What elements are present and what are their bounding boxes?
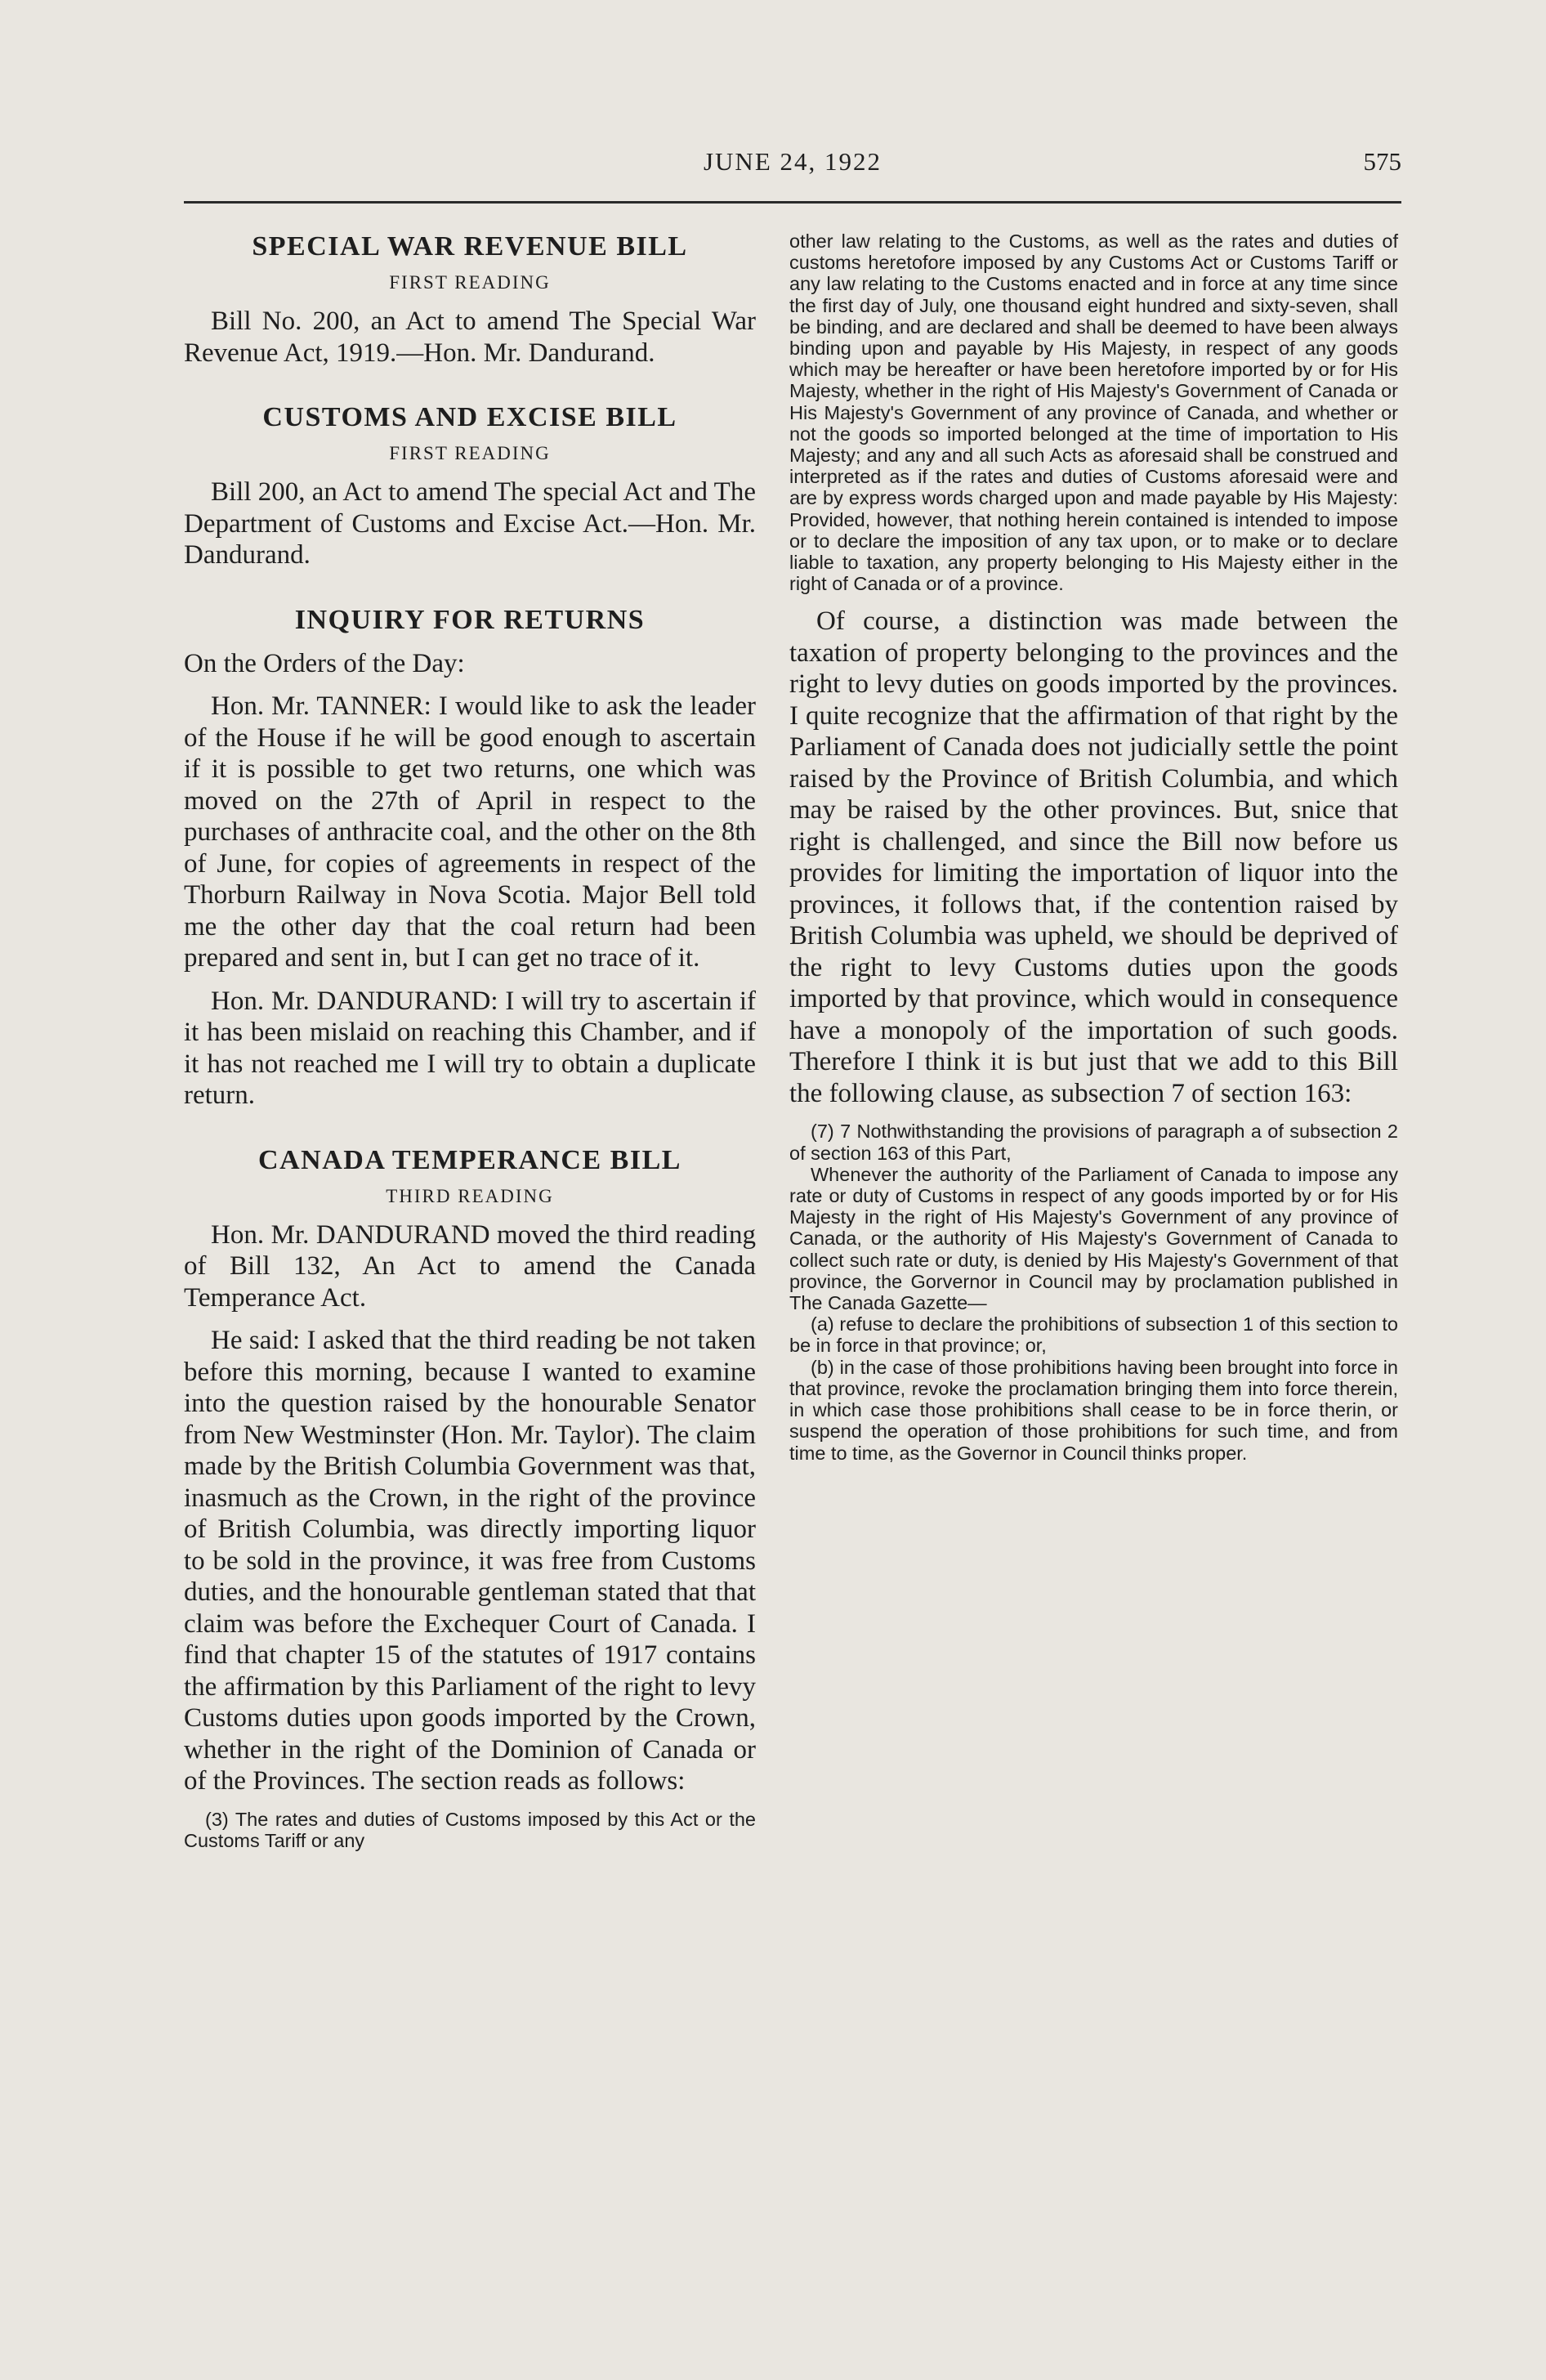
section-subheading: FIRST READING <box>389 272 551 293</box>
paragraph: Hon. Mr. DANDURAND moved the third reading of Bill 132, An Act to amend the Canada Temperance Act. <box>184 1219 756 1313</box>
paragraph: On the Orders of the Day: <box>184 648 465 678</box>
section-subheading: FIRST READING <box>389 443 551 463</box>
amendment-quote: (b) in the case of those prohibitions having been brought into force in that province, revoke the proclamation bringing them into force therein, in which case those prohibitions shall cease to be in force therin, or suspend the operation of those prohibitions for such time, and from time to time, as the Governor in Council thinks proper. <box>789 1356 1398 1464</box>
paragraph: He said: I asked that the third reading be not taken before this morning, because I wanted to examine into the question raised by the honourable Senator from New Westminster (Hon. Mr. Taylor). The claim made by the British Columbia Government was that, inasmuch as the Crown, in the right of the province of British Columbia, was directly importing liquor to be sold in the province, it was free from Customs duties, and the honourable gentleman stated that that claim was before the Exchequer Court of Canada. I find that chapter 15 of the statutes of 1917 contains the affirmation by this Parliament of the right to levy Customs duties upon goods imported by the Crown, whether in the right of the Dominion of Canada or of the Provinces. The section reads as follows: <box>184 1326 756 1796</box>
paragraph: Of course, a distinction was made between the taxation of property belonging to the provinces and the right to levy duties on goods imported by the provinces. I quite recognize that the affirmation of that right by the Parliament of Canada does not judicially settle the point raised by the Province of British Columbia, and which may be raised by the other provinces. But, snice that right is challenged, and since the Bill now before us provides for limiting the importation of liquor into the provinces, it follows that, if the contention raised by British Columbia was upheld, we should be deprived of the right to levy Customs duties upon the goods imported by that province, which would in consequence have a monopoly of the importation of such goods. Therefore I think it is but just that we add to this Bill the following clause, as subsection 7 of section 163: <box>789 606 1398 1108</box>
section-heading: INQUIRY FOR RETURNS <box>294 604 646 635</box>
paragraph: Bill No. 200, an Act to amend The Special War Revenue Act, 1919.—Hon. Mr. Dandurand. <box>184 306 756 368</box>
statute-quote: (3) The rates and duties of Customs imposed by this Act or the Customs Tariff or any <box>184 1808 756 1851</box>
amendment-quote: (a) refuse to declare the prohibitions of subsection 1 of this section to be in force in that province; or, <box>789 1313 1398 1357</box>
section-subheading: THIRD READING <box>386 1185 554 1206</box>
header-rule <box>184 201 1401 204</box>
left-column <box>184 230 756 1851</box>
paragraph: Hon. Mr. DANDURAND: I will try to ascertain if it has been mislaid on reaching this Chamber, and if it has not reached me I will try to obtain a duplicate return. <box>184 986 756 1110</box>
section-heading: CANADA TEMPERANCE BILL <box>258 1144 681 1175</box>
amendment-quote: (7) 7 Nothwithstanding the provisions of paragraph a of subsection 2 of section 163 of this Part, <box>789 1121 1398 1164</box>
page-number: 575 <box>1363 147 1401 176</box>
running-head <box>184 147 1401 188</box>
amendment-quote: Whenever the authority of the Parliament of Canada to impose any rate or duty of Customs in respect of any goods imported by or for His Majesty in the right of His Majesty's Government of any province of Canada, or the authority of His Majesty's Government of Canada to collect such rate or duty, is denied by His Majesty's Government of that province, the Gorvernor in Council may by proclamation published in The Canada Gazette— <box>789 1163 1398 1314</box>
paragraph: Bill 200, an Act to amend The special Act and The Department of Customs and Excise Act.—Hon. Mr. Dandurand. <box>184 477 756 570</box>
statute-quote: other law relating to the Customs, as well as the rates and duties of customs heretofore imposed by any Customs Act or Customs Tariff or any law relating to the Customs enacted and in force at any time since the first day of July, one thousand eight hundred and sixty-seven, shall be binding, and are declared and shall be deemed to have been always binding upon and payable by His Majesty, in respect of any goods which may be hereafter or have been heretofore imported by or for His Majesty, whether in the right of His Majesty's Government of Canada or His Majesty's Government of any province of Canada, and whether or not the goods so imported belonged at the time of importation to His Majesty; and any and all such Acts as aforesaid shall be construed and interpreted as if the rates and duties of Customs aforesaid were and are by express words charged upon and made payable by His Majesty: Provided, however, that nothing herein contained is intended to impose or to declare the imposition of any tax upon, or to make or to declare liable to taxation, any property belonging to His Majesty either in the right of Canada or of a province. <box>789 230 1398 595</box>
right-column <box>789 230 1398 1464</box>
paragraph: Hon. Mr. TANNER: I would like to ask the leader of the House if he will be good enough to ascertain if it is possible to get two returns, one which was moved on the 27th of April in respect to the purchases of anthracite coal, and the other on the 8th of June, for copies of agreements in respect of the Thorburn Railway in Nova Scotia. Major Bell told me the other day that the coal return had been prepared and sent in, but I can get no trace of it. <box>184 691 756 973</box>
page-date: JUNE 24, 1922 <box>703 147 882 176</box>
section-heading: CUSTOMS AND EXCISE BILL <box>262 402 677 432</box>
section-heading: SPECIAL WAR REVENUE BILL <box>252 231 688 262</box>
